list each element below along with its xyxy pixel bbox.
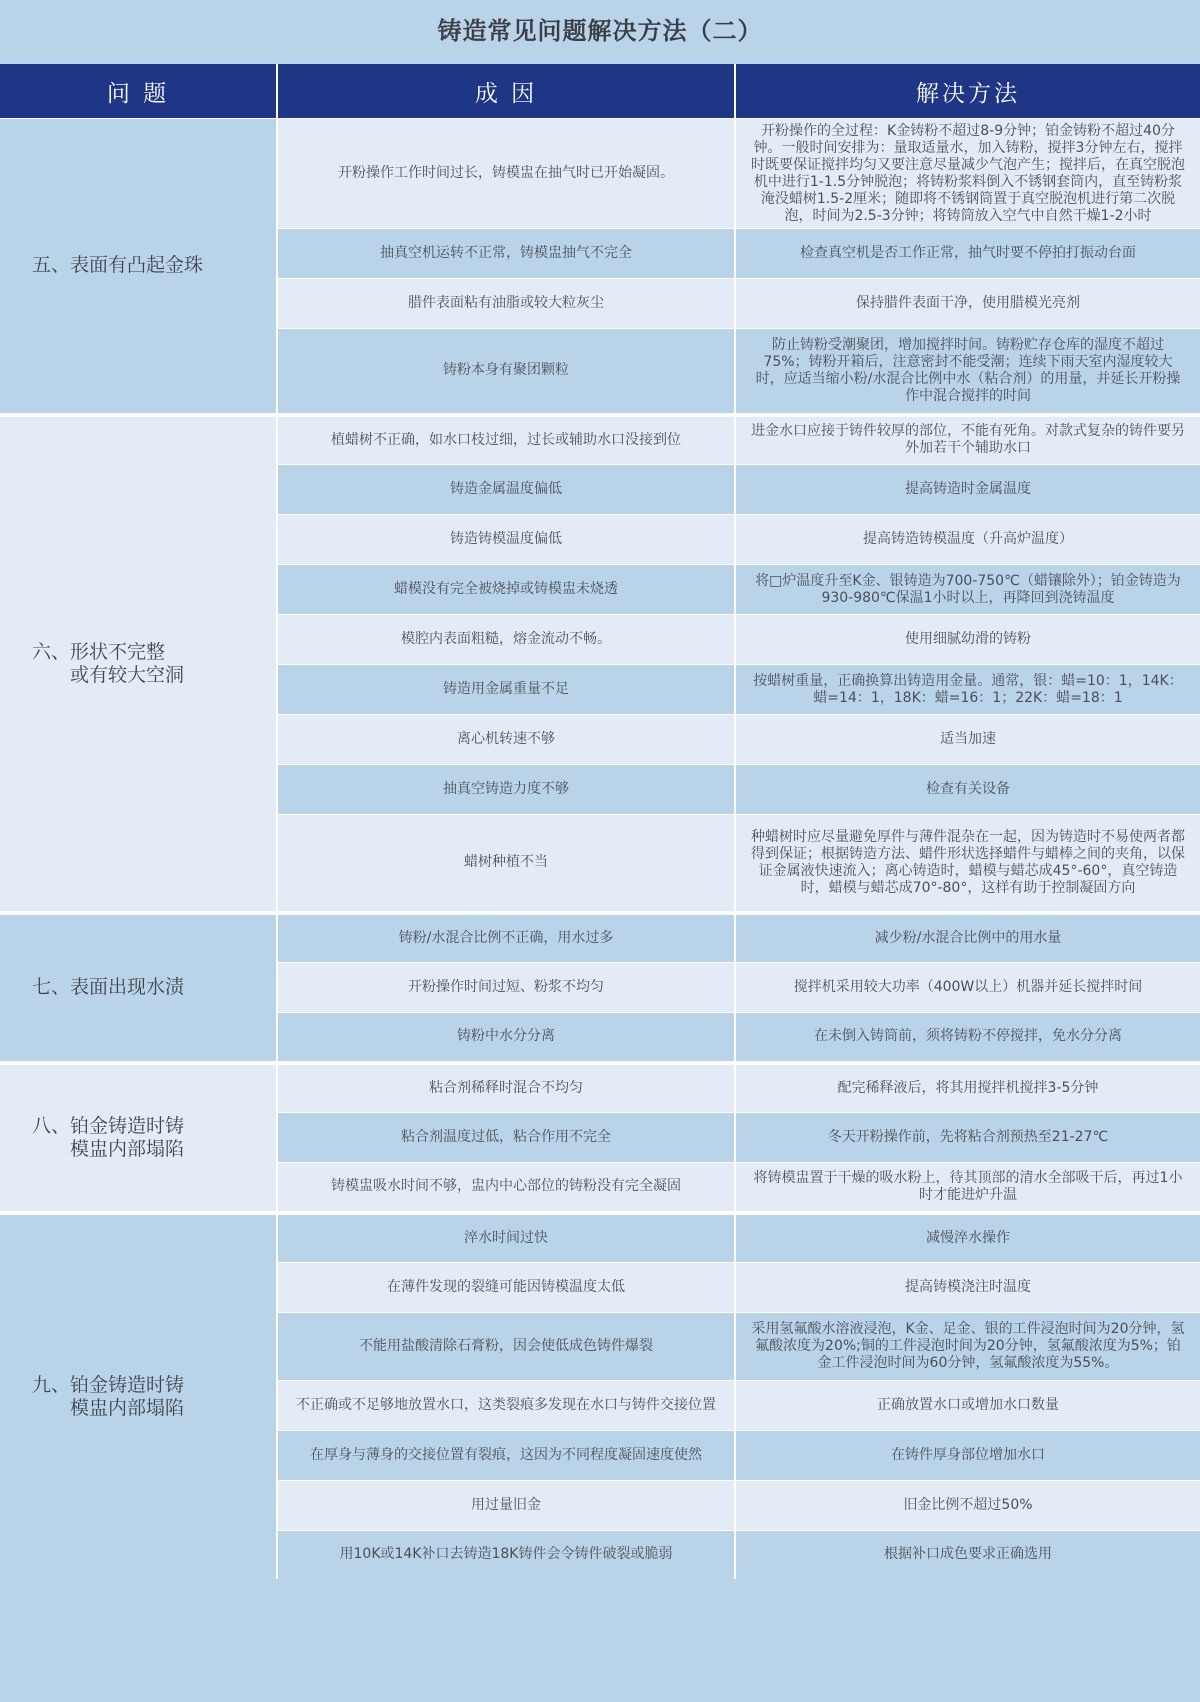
cause-cell: 铸粉/水混合比例不正确，用水过多 bbox=[277, 913, 735, 963]
solution-cell: 冬天开粉操作前，先将粘合剂预热至21-27℃ bbox=[735, 1113, 1200, 1163]
solution-cell: 提高铸造时金属温度 bbox=[735, 465, 1200, 515]
cause-cell: 粘合剂稀释时混合不均匀 bbox=[277, 1063, 735, 1113]
solution-cell: 将□炉温度升至K金、银铸造为700-750℃（蜡镶除外）；铂金铸造为930-980℃保温1小时以上，再降回到浇铸温度 bbox=[735, 565, 1200, 615]
solution-cell: 提高铸模浇注时温度 bbox=[735, 1263, 1200, 1313]
page-title: 铸造常见问题解决方法（二） bbox=[0, 0, 1200, 64]
cause-cell: 铸造金属温度偏低 bbox=[277, 465, 735, 515]
cause-cell: 不能用盐酸清除石膏粉，因会使低成色铸件爆裂 bbox=[277, 1313, 735, 1381]
problem-cell bbox=[0, 415, 277, 913]
solution-cell: 配完稀释液后，将其用搅拌机搅拌3-5分钟 bbox=[735, 1063, 1200, 1113]
solution-cell: 检查有关设备 bbox=[735, 765, 1200, 815]
solution-cell: 开粉操作的全过程：K金铸粉不超过8-9分钟；铂金铸粉不超过40分钟。一般时间安排为：量取适量水，加入铸粉，搅拌3分钟左右，搅拌时既要保证搅拌均匀又要注意尽量减少气泡产生；搅拌后，在真空脱泡机中进行1-1.5分钟脱泡；将铸粉浆料倒入不锈钢套筒内，直至铸粉浆淹没蜡树1.5-2厘米；随即将不锈钢筒置于真空脱泡机进行第二次脱泡，时间为2.5-3分钟；将铸筒放入空气中自然干燥1-2小时 bbox=[735, 119, 1200, 229]
solution-cell: 采用氢氟酸水溶液浸泡，K金、足金、银的工件浸泡时间为20分钟，氢氟酸浓度为20%;铜的工件浸泡时间为20分钟，氢氟酸浓度为5%；铂金工件浸泡时间为60分钟，氢氟酸浓度为55%。 bbox=[735, 1313, 1200, 1381]
solution-cell: 保持腊件表面干净，使用腊模光亮剂 bbox=[735, 279, 1200, 329]
cause-cell: 铸模盅吸水时间不够，盅内中心部位的铸粉没有完全凝固 bbox=[277, 1163, 735, 1213]
solutions-table bbox=[0, 64, 1200, 1579]
problem-label: 八、铂金铸造时铸 bbox=[32, 1114, 185, 1137]
cause-cell: 铸粉中水分分离 bbox=[277, 1013, 735, 1063]
solution-cell: 根据补口成色要求正确选用 bbox=[735, 1531, 1200, 1579]
solution-cell: 适当加速 bbox=[735, 715, 1200, 765]
cause-cell: 在薄件发现的裂缝可能因铸模温度太低 bbox=[277, 1263, 735, 1313]
table-row bbox=[0, 1213, 1200, 1263]
solution-cell: 搅拌机采用较大功率（400W以上）机器并延长搅拌时间 bbox=[735, 963, 1200, 1013]
problem-label: 模盅内部塌陷 bbox=[70, 1137, 185, 1160]
cause-cell: 离心机转速不够 bbox=[277, 715, 735, 765]
problem-cell bbox=[0, 913, 277, 1063]
table-row bbox=[0, 913, 1200, 963]
problem-label: 九、铂金铸造时铸 bbox=[32, 1373, 185, 1396]
cause-cell: 抽真空机运转不正常，铸模盅抽气不完全 bbox=[277, 229, 735, 279]
solution-cell: 在未倒入铸筒前，须将铸粉不停搅拌，免水分分离 bbox=[735, 1013, 1200, 1063]
cause-cell: 粘合剂温度过低，粘合作用不完全 bbox=[277, 1113, 735, 1163]
cause-cell: 铸造铸模温度偏低 bbox=[277, 515, 735, 565]
cause-cell: 在厚身与薄身的交接位置有裂痕，这因为不同程度凝固速度使然 bbox=[277, 1431, 735, 1481]
problem-cell bbox=[0, 1213, 277, 1579]
cause-cell: 开粉操作工作时间过长，铸模盅在抽气时已开始凝固。 bbox=[277, 119, 735, 229]
solution-cell: 将铸模盅置于干燥的吸水粉上，待其顶部的清水全部吸干后，再过1小时才能进炉升温 bbox=[735, 1163, 1200, 1213]
solution-cell: 减慢淬水操作 bbox=[735, 1213, 1200, 1263]
problem-label: 模盅内部塌陷 bbox=[70, 1396, 185, 1419]
solution-cell: 按蜡树重量，正确换算出铸造用金量。通常，银：蜡=10：1，14K：蜡=14：1，18K：蜡=16：1；22K：蜡=18：1 bbox=[735, 665, 1200, 715]
problem-cell bbox=[0, 1063, 277, 1213]
cause-cell: 蜡树种植不当 bbox=[277, 815, 735, 913]
problem-cell bbox=[0, 119, 277, 415]
header-problem: 问 题 bbox=[0, 64, 277, 119]
solution-cell: 使用细腻幼滑的铸粉 bbox=[735, 615, 1200, 665]
table-row bbox=[0, 119, 1200, 229]
problem-label: 五、表面有凸起金珠 bbox=[32, 254, 204, 277]
cause-cell: 用过量旧金 bbox=[277, 1481, 735, 1531]
problem-label: 或有较大空洞 bbox=[70, 663, 185, 686]
solution-cell: 种蜡树时应尽量避免厚件与薄件混杂在一起，因为铸造时不易使两者都得到保证；根据铸造方法、蜡件形状选择蜡件与蜡棒之间的夹角，以保证金属液快速流入；离心铸造时，蜡模与蜡芯成45°-60°，真空铸造时，蜡模与蜡芯成70°-80°，这样有助于控制凝固方向 bbox=[735, 815, 1200, 913]
cause-cell: 抽真空铸造力度不够 bbox=[277, 765, 735, 815]
cause-cell: 植蜡树不正确，如水口枝过细，过长或辅助水口没接到位 bbox=[277, 415, 735, 465]
solution-cell: 在铸件厚身部位增加水口 bbox=[735, 1431, 1200, 1481]
cause-cell: 模腔内表面粗糙，熔金流动不畅。 bbox=[277, 615, 735, 665]
cause-cell: 开粉操作时间过短、粉浆不均匀 bbox=[277, 963, 735, 1013]
cause-cell: 腊件表面粘有油脂或较大粒灰尘 bbox=[277, 279, 735, 329]
table-row bbox=[0, 415, 1200, 465]
table-header-row bbox=[0, 64, 1200, 119]
cause-cell: 铸造用金属重量不足 bbox=[277, 665, 735, 715]
solution-cell: 旧金比例不超过50% bbox=[735, 1481, 1200, 1531]
cause-cell: 淬水时间过快 bbox=[277, 1213, 735, 1263]
header-solution: 解决方法 bbox=[735, 64, 1200, 119]
solution-cell: 正确放置水口或增加水口数量 bbox=[735, 1381, 1200, 1431]
problem-label: 六、形状不完整 bbox=[32, 640, 166, 663]
cause-cell: 铸粉本身有聚团颗粒 bbox=[277, 329, 735, 415]
problem-label: 七、表面出现水渍 bbox=[32, 976, 185, 998]
solution-cell: 检查真空机是否工作正常，抽气时要不停拍打振动台面 bbox=[735, 229, 1200, 279]
cause-cell: 不正确或不足够地放置水口，这类裂痕多发现在水口与铸件交接位置 bbox=[277, 1381, 735, 1431]
solution-cell: 减少粉/水混合比例中的用水量 bbox=[735, 913, 1200, 963]
solution-cell: 提高铸造铸模温度（升高炉温度） bbox=[735, 515, 1200, 565]
cause-cell: 蜡模没有完全被烧掉或铸模盅未烧透 bbox=[277, 565, 735, 615]
table-row bbox=[0, 1063, 1200, 1113]
table-body bbox=[0, 119, 1200, 1579]
solution-cell: 进金水口应接于铸件较厚的部位，不能有死角。对款式复杂的铸件要另外加若干个辅助水口 bbox=[735, 415, 1200, 465]
header-cause: 成 因 bbox=[277, 64, 735, 119]
solution-cell: 防止铸粉受潮聚团，增加搅拌时间。铸粉贮存仓库的湿度不超过75%；铸粉开箱后，注意密封不能受潮；连续下雨天室内湿度较大时，应适当缩小粉/水混合比例中水（粘合剂）的用量，并延长开粉操作中混合搅拌的时间 bbox=[735, 329, 1200, 415]
cause-cell: 用10K或14K补口去铸造18K铸件会令铸件破裂或脆弱 bbox=[277, 1531, 735, 1579]
